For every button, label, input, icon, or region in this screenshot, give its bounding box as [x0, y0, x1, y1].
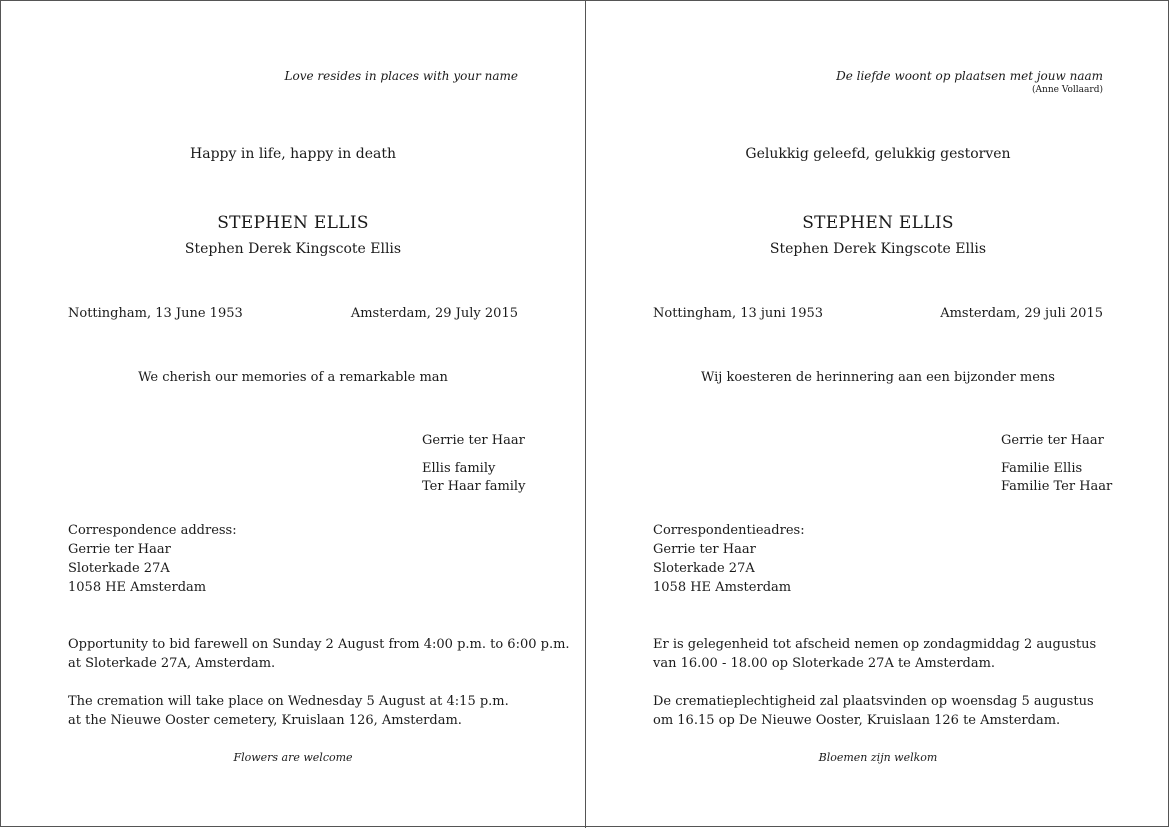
- tagline: Gelukkig geleefd, gelukkig gestorven: [745, 146, 1011, 162]
- address-line: Gerrie ter Haar: [68, 542, 171, 557]
- tagline: Happy in life, happy in death: [190, 146, 396, 162]
- correspondence-address: [68, 521, 237, 597]
- deceased-name: STEPHEN ELLIS: [802, 213, 954, 233]
- cremation-line: om 16.15 op De Nieuwe Ooster, Kruislaan 126 te Amsterdam.: [653, 713, 1061, 728]
- flowers-note: Flowers are welcome: [233, 751, 353, 764]
- cremation-line: De crematieplechtigheid zal plaatsvinden op woensdag 5 augustus: [653, 694, 1094, 709]
- family-member: Ter Haar family: [422, 479, 526, 494]
- cremation-line: at the Nieuwe Ooster cemetery, Kruislaan 126, Amsterdam.: [68, 713, 462, 728]
- birth-place-date: Nottingham, 13 juni 1953: [653, 306, 824, 321]
- memory-line: We cherish our memories of a remarkable man: [138, 370, 448, 385]
- family-member: Familie Ellis: [1001, 461, 1083, 476]
- death-place-date: Amsterdam, 29 juli 2015: [940, 306, 1103, 321]
- address-line: 1058 HE Amsterdam: [653, 580, 792, 595]
- family-member: Gerrie ter Haar: [422, 433, 525, 448]
- farewell-line: at Sloterkade 27A, Amsterdam.: [68, 656, 276, 671]
- family-member: Familie Ter Haar: [1001, 479, 1113, 494]
- english-page: [1, 1, 585, 828]
- address-line: 1058 HE Amsterdam: [68, 580, 207, 595]
- cremation-notice: [653, 692, 1094, 730]
- memory-line: Wij koesteren de herinnering aan een bijzonder mens: [701, 370, 1055, 385]
- death-place-date: Amsterdam, 29 July 2015: [350, 306, 518, 321]
- dutch-page: [586, 1, 1169, 828]
- farewell-line: Opportunity to bid farewell on Sunday 2 August from 4:00 p.m. to 6:00 p.m.: [68, 637, 570, 652]
- farewell-notice: [68, 635, 570, 673]
- family-member: Gerrie ter Haar: [1001, 433, 1104, 448]
- motto: Love resides in places with your name: [284, 69, 518, 83]
- deceased-full-name: Stephen Derek Kingscote Ellis: [769, 241, 987, 257]
- motto-source: (Anne Vollaard): [1032, 85, 1103, 95]
- deceased-name: STEPHEN ELLIS: [217, 213, 369, 233]
- farewell-line: van 16.00 - 18.00 op Sloterkade 27A te Amsterdam.: [653, 656, 996, 671]
- address-line: Gerrie ter Haar: [653, 542, 756, 557]
- family-member: Ellis family: [422, 461, 496, 476]
- farewell-line: Er is gelegenheid tot afscheid nemen op zondagmiddag 2 augustus: [653, 637, 1097, 652]
- flowers-note: Bloemen zijn welkom: [818, 751, 938, 764]
- address-label: Correspondentieadres:: [653, 523, 805, 538]
- address-line: Sloterkade 27A: [68, 561, 170, 576]
- cremation-notice: [68, 692, 509, 730]
- cremation-line: The cremation will take place on Wednesday 5 August at 4:15 p.m.: [68, 694, 509, 709]
- address-line: Sloterkade 27A: [653, 561, 755, 576]
- deceased-full-name: Stephen Derek Kingscote Ellis: [184, 241, 402, 257]
- farewell-notice: [653, 635, 1096, 673]
- birth-place-date: Nottingham, 13 June 1953: [68, 306, 243, 321]
- correspondence-address: [653, 521, 805, 597]
- address-label: Correspondence address:: [68, 523, 237, 538]
- motto: De liefde woont op plaatsen met jouw naam: [836, 69, 1103, 83]
